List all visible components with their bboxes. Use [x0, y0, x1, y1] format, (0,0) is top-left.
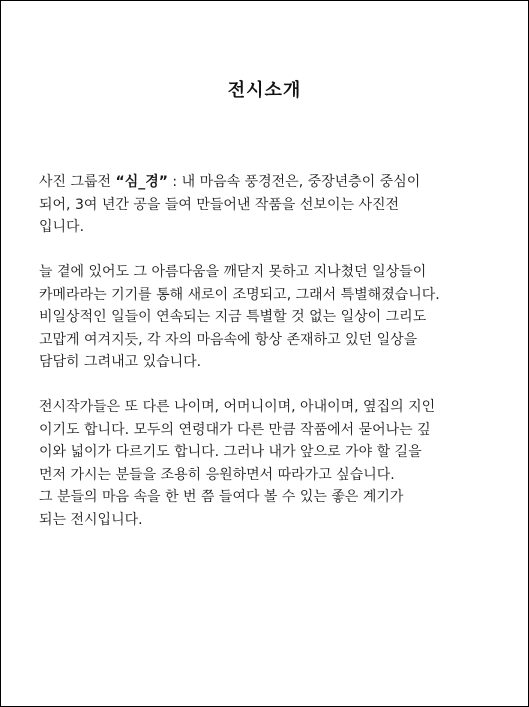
text-line: 되는 전시입니다.: [39, 511, 143, 528]
text-line: 카메라라는 기기를 통해 새로이 조명되고, 그래서 특별해졌습니다.: [39, 286, 440, 303]
text-line: 전시작가들은 또 다른 나이며, 어머니이며, 아내이며, 옆집의 지인: [39, 399, 436, 415]
text-line: 고맙게 여겨지듯, 각 자의 마음속에 항상 존재하고 있던 일상을: [39, 331, 418, 348]
text-line: [39, 171, 509, 194]
intro-prefix: 사진 그룹전: [39, 174, 116, 190]
text-line: 비일상적인 일들이 연속되는 지금 특별할 것 없는 일상이 그리도: [39, 309, 427, 325]
text-line: 담담히 그려내고 있습니다.: [39, 354, 202, 370]
intro-line1-rest: : 내 마음속 풍경전은, 중장년층이 중심이: [167, 174, 421, 190]
document-body: [39, 171, 509, 554]
text-line: 먼저 가시는 분들을 조용히 응원하면서 따라가고 싶습니다.: [39, 466, 395, 483]
paragraph-2: [39, 261, 509, 374]
intro-paragraph: [39, 171, 509, 239]
text-line: 늘 곁에 있어도 그 아름다움을 깨닫지 못하고 지나쳤던 일상들이: [39, 264, 427, 280]
text-line: 이기도 합니다. 모두의 연령대가 다른 만큼 작품에서 묻어나는 깊: [39, 421, 431, 438]
text-line: 그 분들의 마음 속을 한 번 쯤 들여다 볼 수 있는 좋은 계기가: [39, 489, 404, 505]
text-line: 되어, 3여 년간 공을 들여 만들어낸 작품을 선보이는 사진전: [39, 196, 400, 213]
page-title: 전시소개: [227, 80, 302, 101]
paragraph-3: [39, 396, 509, 531]
exhibition-name: “심_경”: [115, 174, 168, 190]
text-line: 입니다.: [39, 219, 85, 235]
text-line: 이와 넓이가 다르기도 합니다. 그러나 내가 앞으로 가야 할 길을: [39, 444, 422, 460]
